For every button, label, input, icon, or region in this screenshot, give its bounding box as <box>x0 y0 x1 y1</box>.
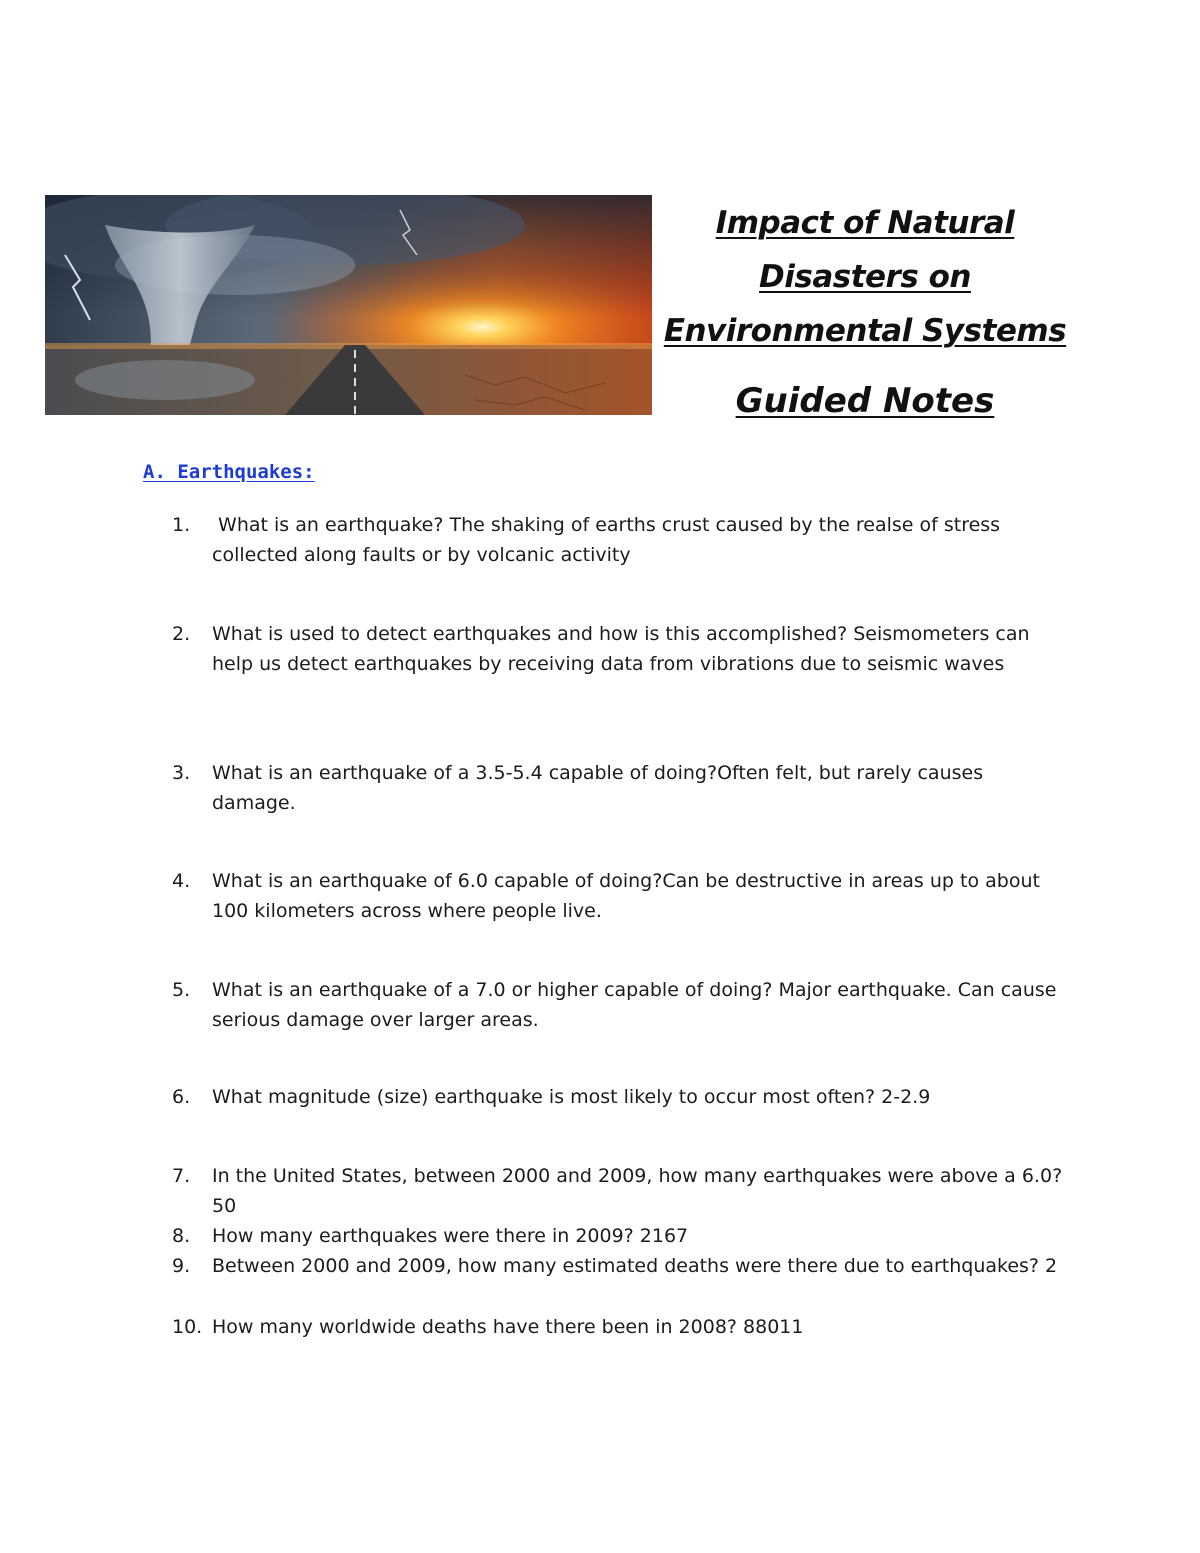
list-item-text: What is an earthquake? The shaking of earths crust caused by the realse of stress collected along faults or by volcanic activity <box>212 514 1007 566</box>
list-item-text: What magnitude (size) earthquake is most likely to occur most often? 2-2.9 <box>212 1086 931 1108</box>
list-item <box>172 510 1072 570</box>
list-item-number: 8. <box>172 1225 191 1247</box>
list-item <box>172 619 1072 679</box>
list-item-number: 9. <box>172 1255 191 1277</box>
title-line-1: Impact of Natural <box>715 205 1015 241</box>
list-item-text: What is an earthquake of a 3.5-5.4 capable of doing?Often felt, but rarely causes damage. <box>212 762 984 814</box>
list-item <box>172 975 1072 1035</box>
list-item-number: 7. <box>172 1165 191 1187</box>
list-item-number: 2. <box>172 623 191 645</box>
list-item-text: How many worldwide deaths have there been in 2008? 88011 <box>212 1316 804 1338</box>
list-item-text: Between 2000 and 2009, how many estimated deaths were there due to earthquakes? 2 <box>212 1255 1058 1277</box>
list-item <box>172 1221 1072 1251</box>
list-item-text: In the United States, between 2000 and 2009, how many earthquakes were above a 6.0? 50 <box>212 1165 1063 1217</box>
list-item <box>172 1082 1072 1112</box>
list-item-number: 3. <box>172 762 191 784</box>
list-item-number: 5. <box>172 979 191 1001</box>
list-item <box>172 1251 1072 1281</box>
list-item <box>172 1161 1072 1221</box>
list-item-number: 1. <box>172 514 191 536</box>
subtitle: Guided Notes <box>735 381 995 421</box>
list-item <box>172 1312 1072 1342</box>
list-item-text: How many earthquakes were there in 2009? 2167 <box>212 1225 689 1247</box>
list-item-number: 4. <box>172 870 191 892</box>
list-item <box>172 866 1072 926</box>
list-item-text: What is an earthquake of a 7.0 or higher capable of doing? Major earthquake. Can cause serious damage over larger areas. <box>212 979 1057 1031</box>
title-line-2: Disasters on <box>759 259 971 295</box>
section-heading-earthquakes: A. Earthquakes: <box>143 461 315 483</box>
title-line-3: Environmental Systems <box>663 313 1067 349</box>
list-item <box>172 758 1072 818</box>
title-block <box>660 196 1070 423</box>
list-item-number: 6. <box>172 1086 191 1108</box>
list-item-text: What is an earthquake of 6.0 capable of doing?Can be destructive in areas up to about 100 kilometers across where people live. <box>212 870 1040 922</box>
list-item-text: What is used to detect earthquakes and how is this accomplished? Seismometers can help us detect earthquakes by receiving data from vibrations due to seismic waves <box>212 623 1030 675</box>
header-image-tornado-sunset <box>45 195 652 415</box>
list-item-number: 10. <box>172 1316 203 1338</box>
